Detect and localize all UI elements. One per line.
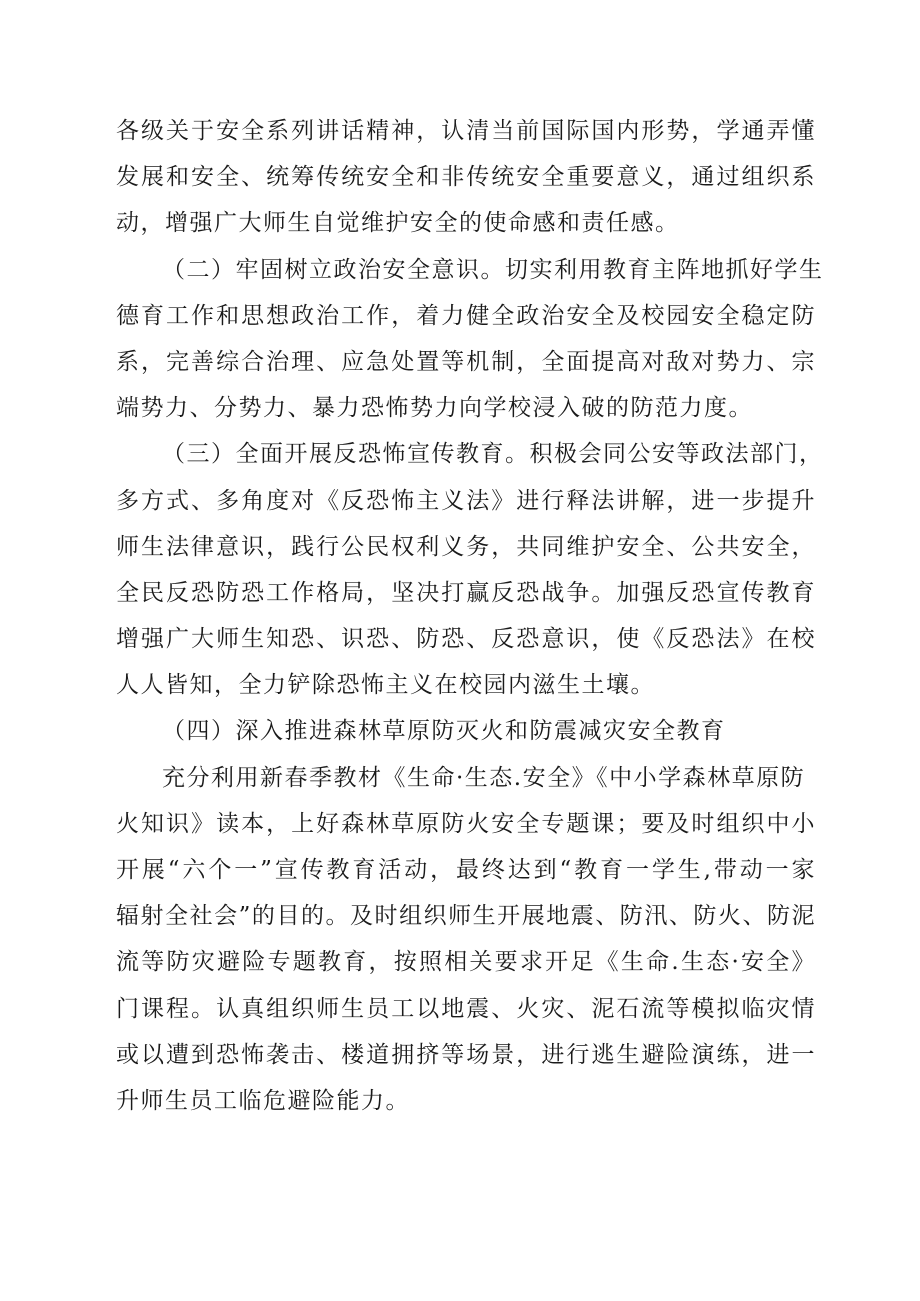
text-line: 或以遭到恐怖袭击、楼道拥挤等场景，进行逃生避险演练，进一 (116, 1041, 816, 1068)
text-line: 人人皆知，全力铲除恐怖主义在校园内滋生土壤。 (116, 672, 655, 699)
text-line: 发展和安全、统筹传统安全和非传统安全重要意义，通过组织系 (116, 164, 816, 191)
section-heading-2: （二）牢固树立政治安全意识。切实利用教育主阵地抓好学生 (162, 256, 824, 283)
section-heading-3: （三）全面开展反恐怖宣传教育。积极会同公安等政法部门， (162, 441, 824, 468)
text-line: 多方式、多角度对《反恐怖主义法》进行释法讲解，进一步提升 (116, 487, 816, 514)
text-line: 充分利用新春季教材《生命·生态.安全》《中小学森林草原防 (162, 764, 806, 791)
text-line: 开展“六个一”宣传教育活动，最终达到“教育一学生,带动一家 (116, 857, 816, 883)
text-line: 系，完善综合治理、应急处置等机制，全面提高对敌对势力、宗 (116, 348, 816, 375)
text-line: 动，增强广大师生自觉维护安全的使命感和责任感。 (116, 210, 680, 237)
text-line: 门课程。认真组织师生员工以地震、火灾、泥石流等模拟临灾情 (116, 995, 816, 1022)
text-line: 师生法律意识，践行公民权利义务，共同维护安全、公共安全， (116, 533, 816, 560)
text-line: 辐射全社会”的目的。及时组织师生开展地震、防汛、防火、防泥 (116, 903, 816, 930)
text-line: 升师生员工临危避险能力。 (116, 1087, 410, 1114)
text-line: 端势力、分势力、暴力恐怖势力向学校浸入破的防范力度。 (116, 395, 753, 422)
text-line: 德育工作和思想政治工作，着力健全政治安全及校园安全稳定防 (116, 302, 816, 329)
section-heading-4: （四）深入推进森林草原防灭火和防震减灾安全教育 (162, 718, 726, 745)
text-line: 增强广大师生知恐、识恐、防恐、反恐意识，使《反恐法》在校 (116, 626, 816, 653)
text-line: 各级关于安全系列讲话精神，认清当前国际国内形势，学通弄懂 (116, 118, 816, 144)
text-line: 流等防灾避险专题教育，按照相关要求开足《生命.生态·安全》 (116, 949, 816, 976)
text-line: 全民反恐防恐工作格局，坚决打赢反恐战争。加强反恐宣传教育 (116, 579, 816, 606)
text-line: 火知识》读本，上好森林草原防火安全专题课；要及时组织中小 (116, 810, 816, 837)
document-body (116, 108, 824, 1124)
